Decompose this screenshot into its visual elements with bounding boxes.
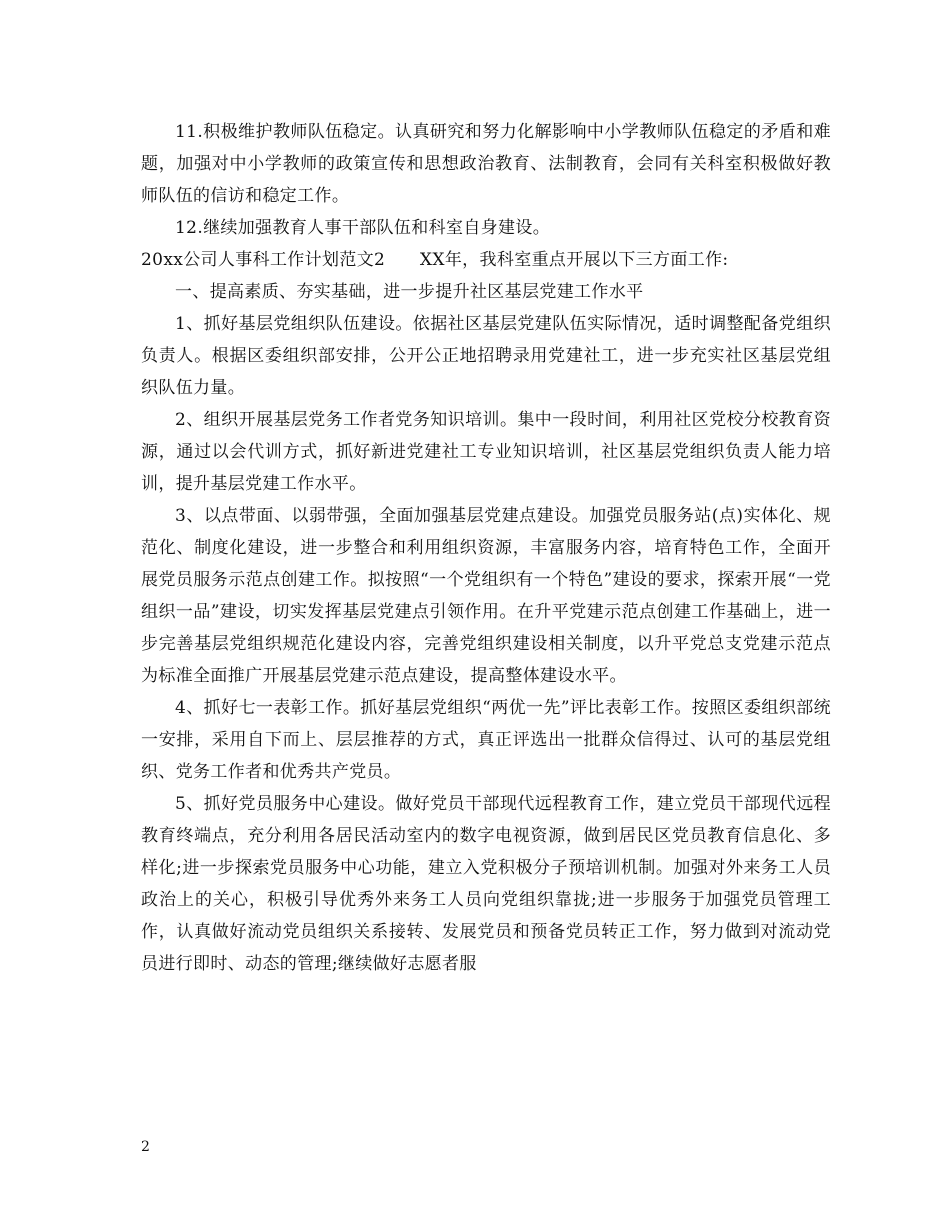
paragraph-9: 5、抓好党员服务中心建设。做好党员干部现代远程教育工作，建立党员干部现代远程教育终端点，充分利用各居民活动室内的数字电视资源，做到居民区党员教育信息化、多样化;进一步探索党员服务中心功能，建立入党积极分子预培训机制。加强对外来务工人员政治上的关心，积极引导优秀外来务工人员向党组织靠拢;进一步服务于加强党员管理工作，认真做好流动党员组织关系接转、发展党员和预备党员转正工作，努力做到对流动党员进行即时、动态的管理;继续做好志愿者服 bbox=[141, 794, 831, 974]
paragraph-4: 一、提高素质、夯实基础，进一步提升社区基层党建工作水平 bbox=[175, 282, 644, 302]
paragraph-8: 4、抓好七一表彰工作。抓好基层党组织“两优一先”评比表彰工作。按照区委组织部统一安排，采用自下而上、层层推荐的方式，真正评选出一批群众信得过、认可的基层党组织、党务工作者和优秀共产党员。 bbox=[141, 698, 831, 782]
paragraph-2: 12.继续加强教育人事干部队伍和科室自身建设。 bbox=[175, 218, 551, 238]
document-body bbox=[141, 116, 831, 980]
paragraph-5: 1、抓好基层党组织队伍建设。依据社区基层党建队伍实际情况，适时调整配备党组织负责人。根据区委组织部安排，公开公正地招聘录用党建社工，进一步充实社区基层党组织队伍力量。 bbox=[141, 314, 831, 398]
paragraph-7: 3、以点带面、以弱带强，全面加强基层党建点建设。加强党员服务站(点)实体化、规范化、制度化建设，进一步整合和利用组织资源，丰富服务内容，培育特色工作，全面开展党员服务示范点创建工作。拟按照“一个党组织有一个特色”建设的要求，探索开展“一党组织一品”建设，切实发挥基层党建点引领作用。在升平党建示范点创建工作基础上，进一步完善基层党组织规范化建设内容，完善党组织建设相关制度，以升平党总支党建示范点为标准全面推广开展基层党建示范点建设，提高整体建设水平。 bbox=[141, 506, 831, 686]
paragraph-6: 2、组织开展基层党务工作者党务知识培训。集中一段时间，利用社区党校分校教育资源，通过以会代训方式，抓好新进党建社工专业知识培训，社区基层党组织负责人能力培训，提升基层党建工作水平。 bbox=[141, 410, 831, 494]
paragraph-3: 20xx公司人事科工作计划范文2 XX年，我科室重点开展以下三方面工作: bbox=[141, 250, 729, 270]
paragraph-1: 11.积极维护教师队伍稳定。认真研究和努力化解影响中小学教师队伍稳定的矛盾和难题，加强对中小学教师的政策宣传和思想政治教育、法制教育，会同有关科室积极做好教师队伍的信访和稳定工作。 bbox=[141, 122, 831, 206]
page-number: 2 bbox=[141, 1139, 150, 1155]
